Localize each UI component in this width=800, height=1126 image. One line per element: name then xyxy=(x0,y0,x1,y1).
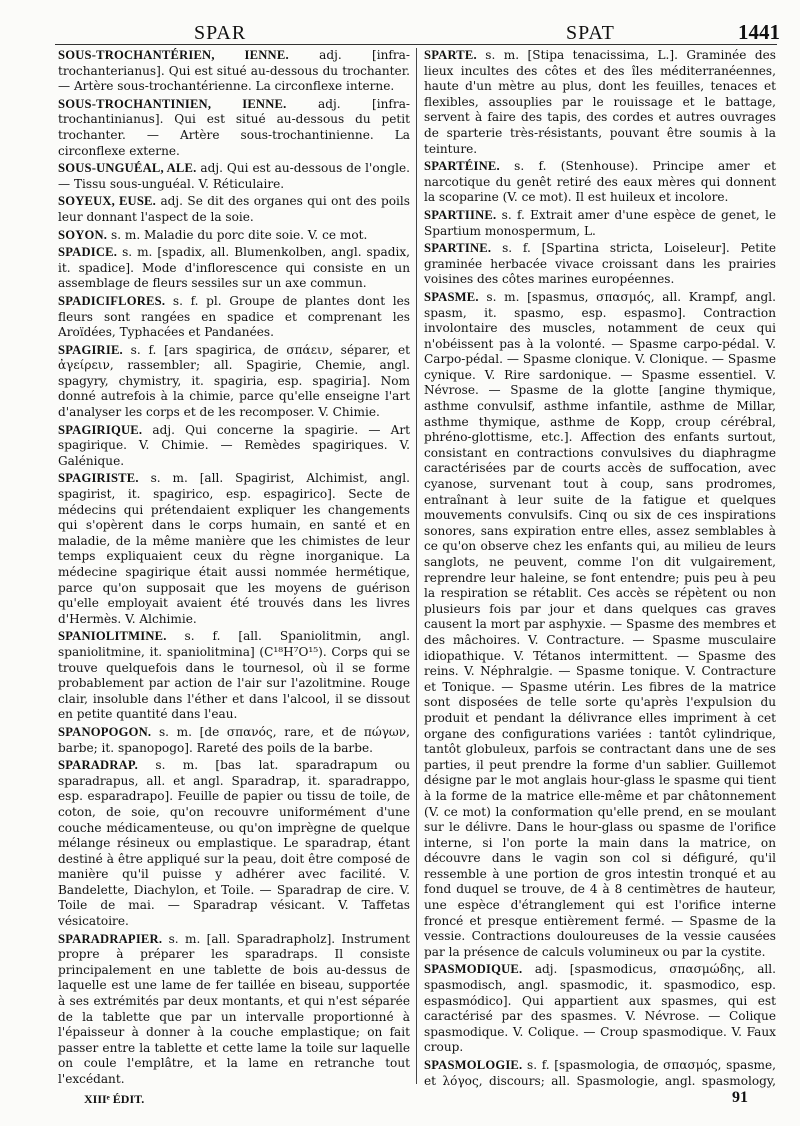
dictionary-entry xyxy=(58,471,410,627)
entry-headword: SPANOPOGON. xyxy=(58,724,152,739)
entry-headword: SPARTIINE. xyxy=(424,207,497,222)
signature-mark: 91 xyxy=(732,1089,748,1106)
edition-mark: XIIIᵉ ÉDIT. xyxy=(84,1092,145,1106)
dictionary-entry xyxy=(58,194,410,225)
entry-headword: SPAGIRIQUE. xyxy=(58,422,143,437)
dictionary-entry xyxy=(58,423,410,470)
entry-headword: SPAGIRISTE. xyxy=(58,471,139,486)
entry-definition: s. m. Maladie du porc dite soie. V. ce mot. xyxy=(111,227,368,242)
entry-headword: SPASMOLOGIE. xyxy=(424,1058,523,1072)
entry-definition: s. m. [Stipa tenacissima, L.]. Graminée des lieux incultes des côtes et des îles méditerranéennes, haute d'un mètre au plus, dont les feuilles, tenaces et flexibles, assouplies par le rouissage et le battage, servent à faire des tapis, des cordes et autres ouvrages de sparterie très-résistants, pouvant être soumis à la teinture. xyxy=(424,48,776,156)
dictionary-entry xyxy=(58,932,410,1088)
entry-headword: SOUS-TROCHANTÉRIEN, IENNE. xyxy=(58,48,289,62)
dictionary-entry xyxy=(58,629,410,723)
entry-definition: adj. Se dit des organes qui ont des poils leur donnant l'aspect de la soie. xyxy=(58,194,410,224)
entry-headword: SPARTÉINE. xyxy=(424,159,500,174)
dictionary-entry xyxy=(424,962,776,1056)
entry-definition: s. f. [all. Spaniolitmin, angl. spaniolitmine, it. spaniolitmina] (C¹⁸H⁷O¹⁵). Corps qui se trouve quelquefois dans le tournesol, où il se forme probablement par action de l'air sur l'azolitmine. Rouge clair, insoluble dans l'éther et dans l'alcool, il se dissout en petite quantité dans l'eau. xyxy=(58,629,410,722)
entry-headword: SPAGIRIE. xyxy=(58,342,123,357)
entry-definition: s. f. [spasmologia, de σπασμός, spasme, et λόγος, discours; all. Spasmologie, angl. spasmology, xyxy=(424,1058,776,1088)
dictionary-entry xyxy=(58,245,410,292)
entry-headword: SPADICIFLORES. xyxy=(58,293,166,308)
dictionary-entry xyxy=(58,161,410,192)
entry-definition: adj. [spasmodicus, σπασμώδης, all. spasmodisch, angl. spasmodic, it. spasmodico, esp. espasmódico]. Qui appartient aux spasmes, qui est caractérisé par des spasmes. V. Névrose. — Colique spasmodique. V. Colique. — Croup spasmodique. V. Faux croup. xyxy=(424,962,776,1055)
entry-definition: s. f. (Stenhouse). Principe amer et narcotique du genêt retiré des eaux mères qui donnent la scoparine (V. ce mot). Il est huileux et incolore. xyxy=(424,159,776,205)
entry-definition: s. m. [all. Sparadrapholz]. Instrument propre à préparer les sparadraps. Il consiste principalement en une tablette de bois au-dessus de laquelle est une lame de fer taillée en biseau, supportée à ses extrémités par deux montants, et qui n'est séparée de la tablette que par un intervalle proportionné à l'épaisseur à donner à la couche emplastique; on fait passer entre la tablette et cette lame la toile sur laquelle on coule l'emplâtre, et la lame en retranche tout l'excédant. xyxy=(58,931,410,1086)
dictionary-entry xyxy=(424,241,776,288)
entry-definition: adj. [infra-trochantinianus]. Qui est situé au-dessous du petit trochanter. — Artère sous-trochantinienne. La circonflexe externe. xyxy=(58,96,410,158)
left-column xyxy=(58,48,410,1088)
dictionary-entry xyxy=(424,159,776,206)
entry-headword: SPASMODIQUE. xyxy=(424,962,523,977)
running-head-left: SPAR xyxy=(194,22,247,44)
entry-definition: s. m. [all. Spagirist, Alchimist, angl. spagirist, it. spagirico, esp. espagirico]. Secte de médecins qui prétendaient expliquer les changements qui s'opèrent dans le corps humain, en santé et en maladie, de la même manière que les chimistes de leur temps expliquaient ceux du règne inorganique. La médecine spagirique était aussi nommée hermétique, parce qu'on supposait que les moyens de guérison qu'elle employait avaient été trouvés dans les livres d'Hermès. V. Alchimie. xyxy=(58,471,410,626)
dictionary-entry xyxy=(424,290,776,961)
entry-definition: s. m. [spasmus, σπασμός, all. Krampf, angl. spasm, it. spasmo, esp. espasmo]. Contraction involontaire des muscles, notamment de ceux qui n'obéissent pas à la volonté. — Spasme carpo-pédal. V. Carpo-pédal. — Spasme clonique. V. Clonique. — Spasme cynique. V. Rire sardonique. — Spasme essentiel. V. Névrose. — Spasme de la glotte [angine thymique, asthme convulsif, asthme infantile, asthme de Millar, asthme thymique, asthme de Kopp, croup cérébral, phréno-glottisme, etc.]. Affection des enfants surtout, consistant en contractions convulsives du diaphragme caractérisées par de courts accès de suffocation, avec cyanose, survenant tout à coup, sans prodromes, entraînant à leur suite de la fatigue et quelques mouvements convulsifs. Cinq ou six de ces inspirations sonores, sans expiration entre elles, assez semblables à ce qu'on observe chez les enfants qui, au milieu de leurs sanglots, ne peuvent, comme l'on dit vulgairement, reprendre leur haleine, se font entendre; puis peu à peu la respiration se rétablit. Ces accès se répètent ou non plusieurs fois par jour et dans quelques cas graves causent la mort par asphyxie. — Spasme des membres et des mâchoires. V. Contracture. — Spasme musculaire idiopathique. V. Tétanos intermittent. — Spasme des reins. V. Néphralgie. — Spasme tonique. V. Contracture et Tonique. — Spasme utérin. Les fibres de la matrice sont disposées de telle sorte qu'après l'expulsion du produit et pendant la délivrance elles impriment à cet organe des configurations variées : tantôt cylindrique, tantôt globuleux, parfois se contractant dans une de ses parties, il peut prendre la forme d'un sablier. Guillemot désigne par le mot anglais hour-glass le spasme qui tient à la forme de la matrice elle-même et par châtonnement (V. ce mot) la conformation qu'elle prend, en se moulant sur le délivre. Dans le hour-glass ou spasme de l'orifice interne, si l'on porte la main dans la matrice, on découvre dans le vagin son col si défiguré, qu'il ressemble à une portion de gros intestin tronqué et au fond duquel se trouve, de 4 à 8 centimètres de hauteur, une espèce d'étranglement qui est l'orifice interne froncé et presque entièrement fermé. — Spasme de la vessie. Contractions douloureuses de la vessie causées par la présence de calculs volumineux ou par la cystite. xyxy=(424,289,776,959)
entry-definition: s. m. [spadix, all. Blumenkolben, angl. spadix, it. spadice]. Mode d'inflorescence qui consiste en un assemblage de fleurs sessiles sur un axe commun. xyxy=(58,245,410,291)
dictionary-entry xyxy=(58,725,410,756)
dictionary-entry xyxy=(424,1058,776,1088)
entry-headword: SPARTINE. xyxy=(424,241,492,256)
dictionary-entry xyxy=(58,294,410,341)
entry-headword: SOYON. xyxy=(58,227,108,242)
right-column xyxy=(424,48,776,1088)
dictionary-entry xyxy=(58,97,410,159)
dictionary-entry xyxy=(424,48,776,157)
column-divider xyxy=(416,48,417,1084)
entry-headword: SOUS-TROCHANTINIEN, IENNE. xyxy=(58,96,287,111)
dictionary-entry xyxy=(58,758,410,930)
running-head xyxy=(40,22,780,50)
entry-definition: s. m. [bas lat. sparadrapum ou sparadrapus, all. et angl. Sparadrap, it. sparadrappo, esp. esparadrapo]. Feuille de papier ou tissu de toile, de coton, de soie, qu'on recouvre uniformément d'une couche médicamenteuse, ou qu'on imprègne de quelque mélange résineux ou emplastique. Le sparadrap, étant destiné à être appliqué sur la peau, doit être composé de manière qu'il puisse y adhérer avec facilité. V. Bandelette, Diachylon, et Toile. — Sparadrap de cire. V. Toile de mai. — Sparadrap vésicant. V. Taffetas vésicatoire. xyxy=(58,758,410,929)
entry-definition: adj. [infra-trochanterianus]. Qui est situé au-dessous du trochanter. — Artère sous-trochantérienne. La circonflexe interne. xyxy=(58,48,410,94)
entry-definition: s. f. Extrait amer d'une espèce de genet, le Spartium monospermum, L. xyxy=(424,207,776,238)
dictionary-entry xyxy=(58,48,410,95)
entry-headword: SPARADRAPIER. xyxy=(58,931,163,946)
dictionary-entry xyxy=(424,208,776,239)
page-number: 1441 xyxy=(738,20,780,44)
entry-headword: SPARTE. xyxy=(424,48,477,62)
entry-headword: SPANIOLITMINE. xyxy=(58,629,167,644)
entry-definition: adj. Qui concerne la spagirie. — Art spagirique. V. Chimie. — Remèdes spagiriques. V. Galénique. xyxy=(58,422,410,468)
entry-definition: s. f. pl. Groupe de plantes dont les fleurs sont rangées en spadice et comprenant les Aroïdées, Typhacées et Pandanées. xyxy=(58,293,410,340)
dictionary-entry xyxy=(58,228,410,244)
entry-headword: SOYEUX, EUSE. xyxy=(58,194,157,209)
entry-definition: s. f. [Spartina stricta, Loiseleur]. Petite graminée herbacée vivace croissant dans les prairies voisines des côtes marines européennes. xyxy=(424,241,776,287)
entry-definition: adj. Qui est au-dessous de l'ongle. — Tissu sous-unguéal. V. Réticulaire. xyxy=(58,161,410,191)
entry-headword: SOUS-UNGUÉAL, ALE. xyxy=(58,161,197,176)
entry-headword: SPARADRAP. xyxy=(58,758,139,773)
running-head-right: SPAT xyxy=(566,22,615,44)
entry-definition: s. f. [ars spagirica, de σπάειν, séparer, et ἀγείρειν, rassembler; all. Spagirie, Chemie, angl. spagyry, chymistry, it. spagiria, esp. spagiria]. Nom donné autrefois à la chimie, parce qu'elle enseigne l'art d'analyser les corps et de les recomposer. V. Chimie. xyxy=(58,342,410,420)
dictionary-entry xyxy=(58,343,410,421)
entry-definition: s. m. [de σπανός, rare, et de πώγων, barbe; it. spanopogo]. Rareté des poils de la barbe. xyxy=(58,724,410,755)
header-rule xyxy=(55,44,777,45)
entry-headword: SPADICE. xyxy=(58,245,118,260)
entry-headword: SPASME. xyxy=(424,289,479,304)
